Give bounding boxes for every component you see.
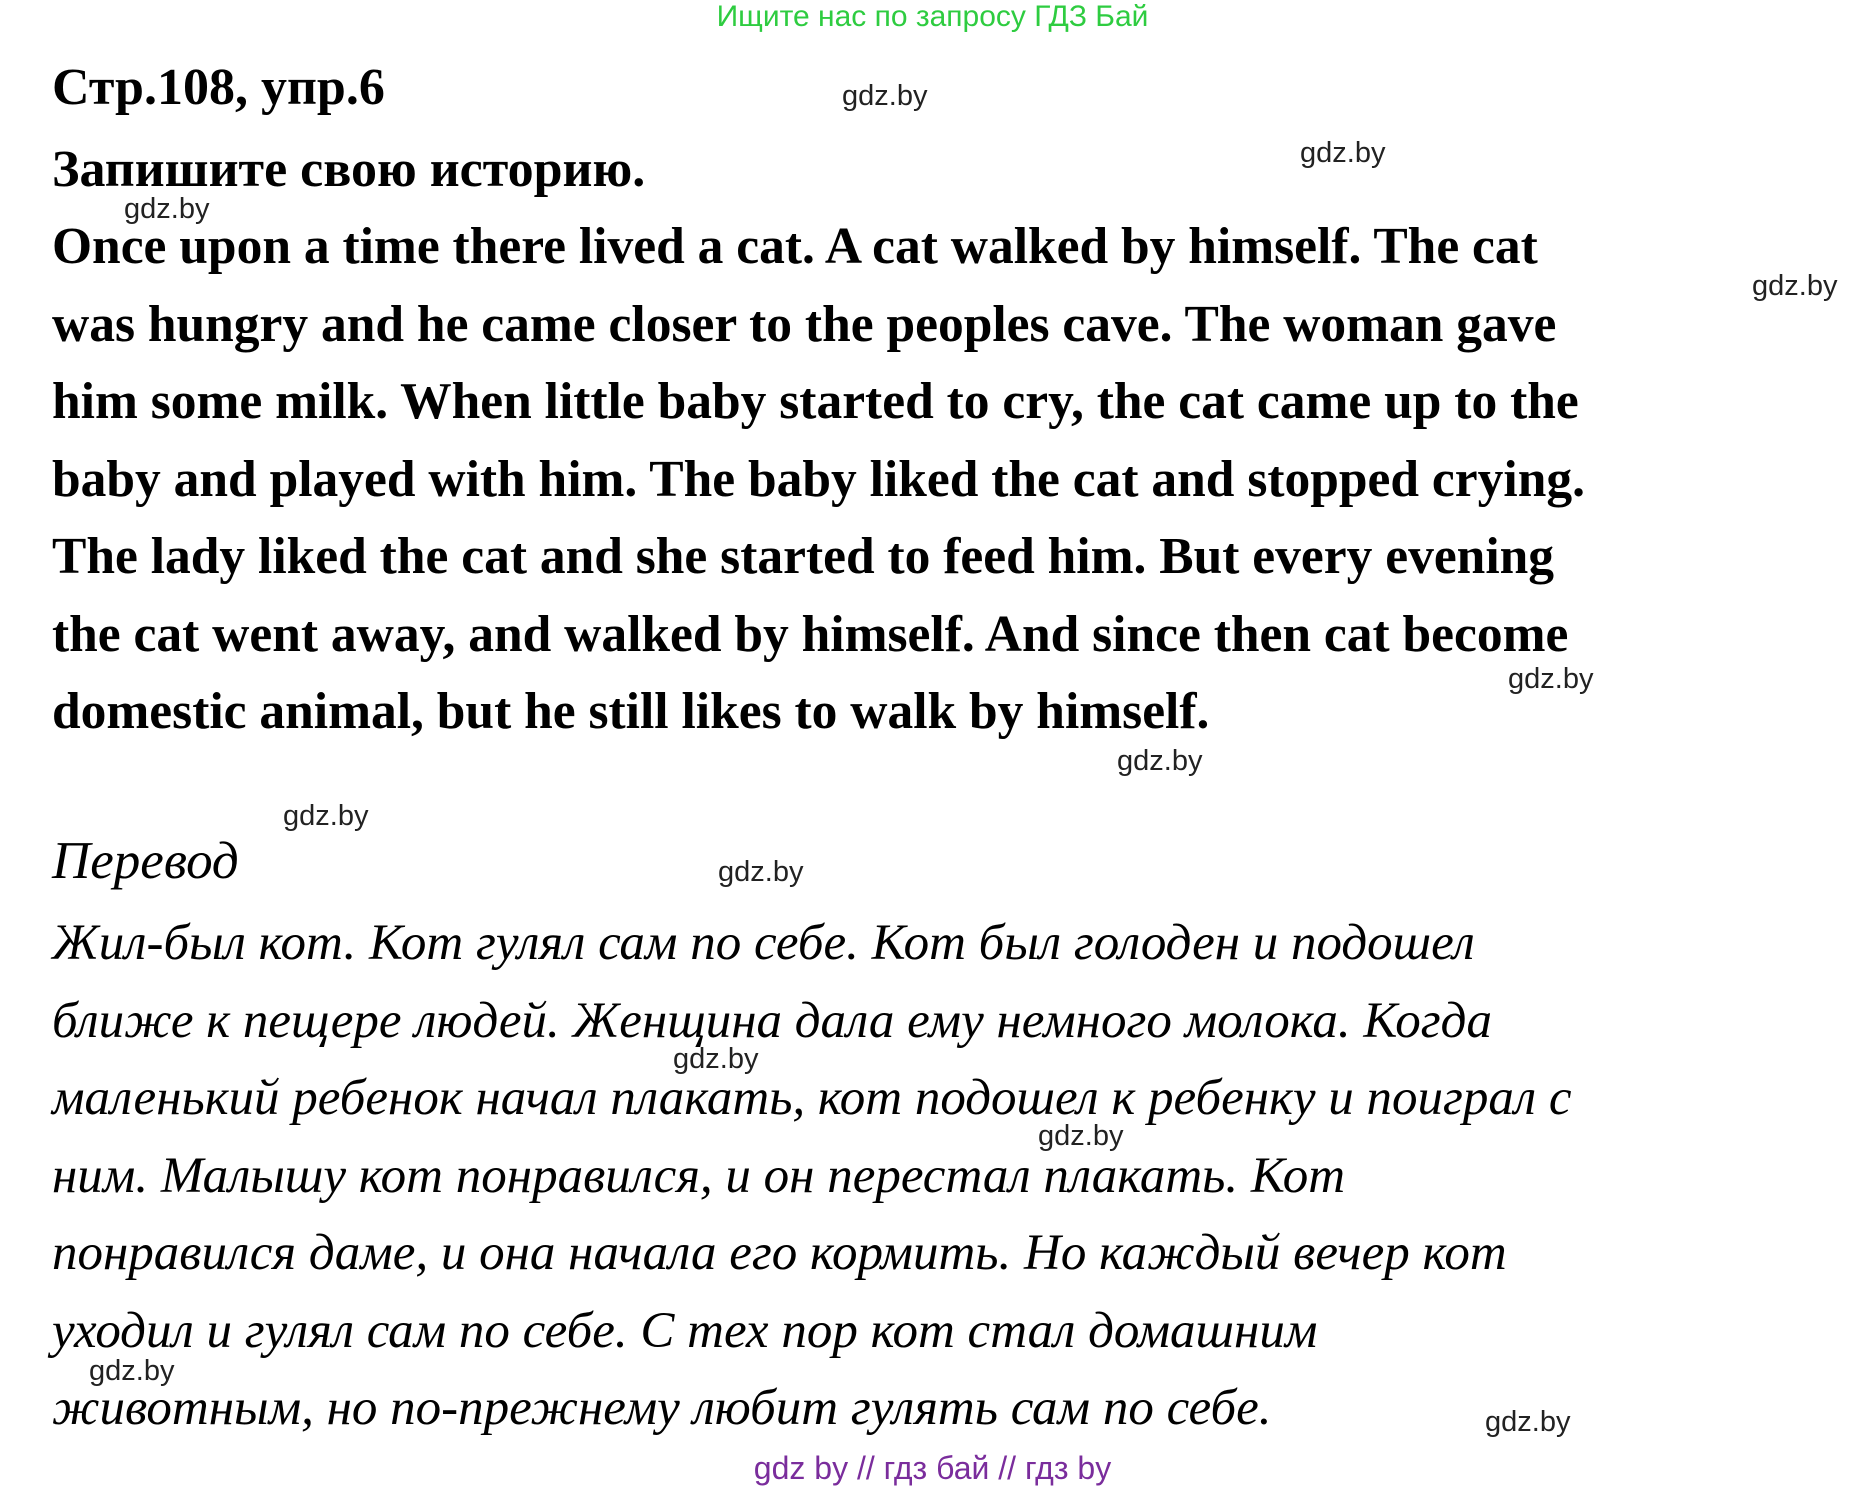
watermark: gdz.by (673, 1043, 759, 1075)
story-line: domestic animal, but he still likes to walk by himself. (52, 683, 1210, 740)
story-line: was hungry and he came closer to the peoples cave. The woman gave (52, 295, 1557, 353)
translation-line: уходил и гулял сам по себе. С тех пор кот стал домашним (52, 1302, 1318, 1359)
bottom-banner: gdz by // гдз бай // гдз by (753, 1450, 1112, 1486)
top-banner: Ищите нас по запросу ГДЗ Бай (716, 0, 1149, 33)
translation-text (52, 905, 1842, 1448)
watermark: gdz.by (1300, 137, 1386, 169)
story-line: The lady liked the cat and she started to feed him. But every evening (52, 528, 1555, 585)
watermark: gdz.by (283, 800, 369, 832)
translation-line: маленький ребенок начал плакать, кот подошел к ребенку и поиграл с (52, 1070, 1572, 1126)
watermark: gdz.by (89, 1355, 175, 1387)
watermark: gdz.by (1508, 663, 1594, 695)
translation-heading: Перевод (52, 832, 239, 890)
watermark: gdz.by (1038, 1120, 1124, 1152)
watermark: gdz.by (842, 80, 928, 112)
story-line: the cat went away, and walked by himself. And since then cat become (52, 605, 1569, 663)
story-line: Once upon a time there lived a cat. A cat walked by himself. The cat (52, 218, 1538, 275)
story-line: him some milk. When little baby started to cry, the cat came up to the (52, 373, 1579, 430)
story-line: baby and played with him. The baby liked the cat and stopped crying. (52, 450, 1585, 508)
translation-line: ним. Малышу кот понравился, и он перестал плакать. Кот (52, 1147, 1346, 1204)
watermark: gdz.by (1117, 745, 1203, 777)
translation-line: Жил-был кот. Кот гулял сам по себе. Кот был голоден и подошел (52, 915, 1475, 971)
exercise-task: Запишите свою историю. (52, 141, 646, 198)
translation-line: понравился даме, и она начала его кормить. Но каждый вечер кот (52, 1225, 1507, 1281)
exercise-title: Стр.108, упр.6 (52, 59, 385, 116)
watermark: gdz.by (1485, 1406, 1571, 1438)
translation-line: ближе к пещере людей. Женщина дала ему немного молока. Когда (52, 992, 1492, 1049)
watermark: gdz.by (124, 193, 210, 225)
translation-line: животным, но по-прежнему любит гулять сам по себе. (52, 1380, 1272, 1436)
watermark: gdz.by (1752, 270, 1838, 302)
watermark: gdz.by (718, 856, 804, 888)
